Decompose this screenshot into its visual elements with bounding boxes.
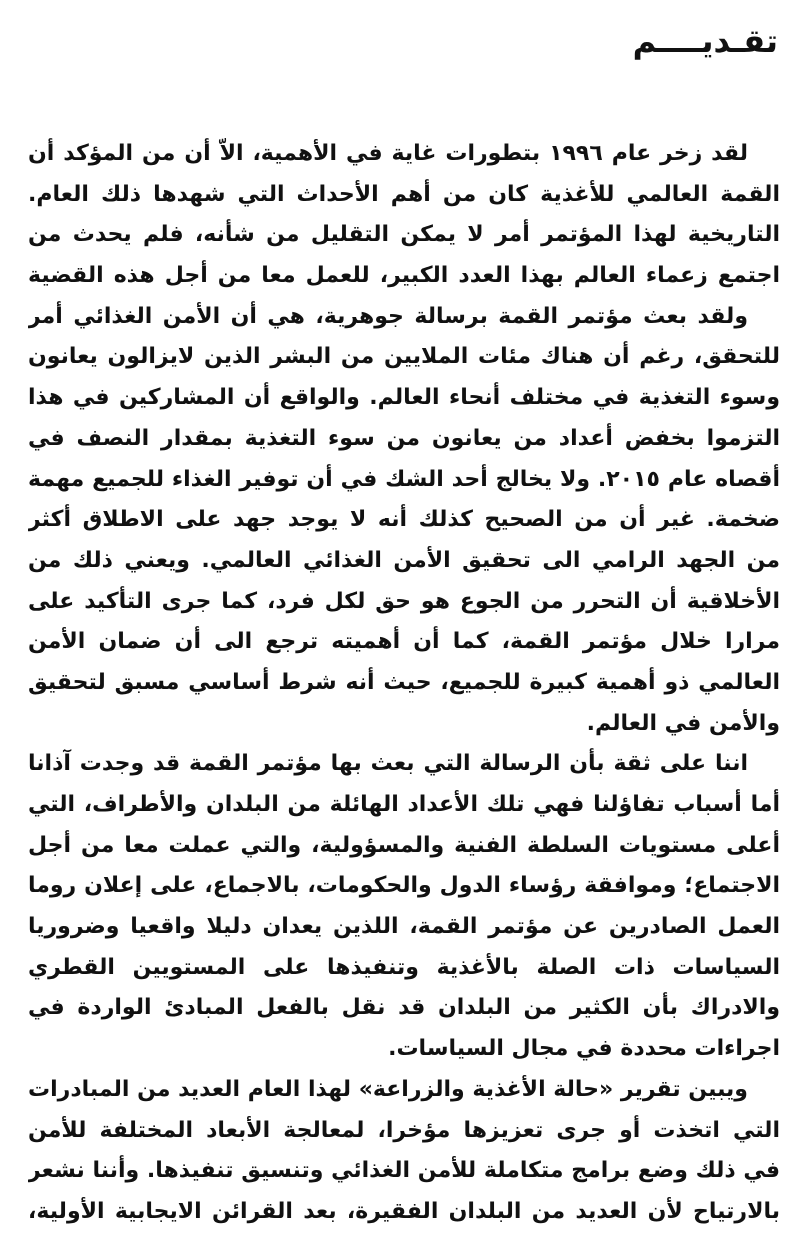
text-line: من الجهد الرامي الى تحقيق الأمن الغذائي العالمي. ويعني ذلك من bbox=[28, 547, 780, 573]
text-line: للتحقق، رغم أن هناك مئات الملايين من البشر الذين لايزالون يعانون bbox=[28, 344, 780, 370]
text-line: أما أسباب تفاؤلنا فهي تلك الأعداد الهائلة من البلدان والأطراف، التي bbox=[28, 792, 780, 817]
text-line: لقد زخر عام ١٩٩٦ بتطورات غاية في الأهمية، الاّ أن من المؤكد أن bbox=[28, 141, 748, 166]
paragraph bbox=[28, 744, 780, 785]
text-line: والأمن في العالم. bbox=[586, 710, 780, 736]
paragraph bbox=[28, 134, 780, 297]
text-line: في ذلك وضع برامج متكاملة للأمن الغذائي وتنسيق تنفيذها. وأننا نشعر bbox=[28, 1158, 780, 1184]
text-line: الأخلاقية أن التحرر من الجوع هو حق لكل فرد، كما جرى التأكيد على bbox=[28, 588, 780, 614]
text-line: الاجتماع؛ وموافقة رؤساء الدول والحكومات، بالاجماع، على إعلان روما bbox=[28, 873, 780, 899]
text-line: التي اتخذت أو جرى تعزيزها مؤخرا، لمعالجة الأبعاد المختلفة للأمن bbox=[28, 1117, 780, 1143]
body-text bbox=[28, 134, 780, 1233]
paragraph bbox=[28, 785, 780, 1070]
text-line: أعلى مستويات السلطة الفنية والمسؤولية، والتي عملت معا من أجل bbox=[28, 832, 780, 858]
text-line: اننا على ثقة بأن الرسالة التي بعث بها مؤتمر القمة قد وجدت آذانا bbox=[28, 751, 748, 777]
text-line: السياسات ذات الصلة بالأغذية وتنفيذها على المستويين القطري bbox=[28, 954, 780, 980]
page-title: تقـديــــم bbox=[632, 22, 778, 60]
text-line: اجراءات محددة في مجال السياسات. bbox=[388, 1036, 780, 1062]
paragraph bbox=[28, 297, 780, 745]
text-line: مرارا خلال مؤتمر القمة، كما أن أهميته ترجع الى أن ضمان الأمن bbox=[28, 629, 780, 655]
text-line: التزموا بخفض أعداد من يعانون من سوء التغذية بمقدار النصف في bbox=[28, 425, 780, 451]
text-line: اجتمع زعماء العالم بهذا العدد الكبير، للعمل معا من أجل هذه القضية bbox=[28, 263, 780, 289]
text-line: والادراك بأن الكثير من البلدان قد نقل بالفعل المبادئ الواردة في bbox=[28, 995, 780, 1021]
text-line: بالارتياح لأن العديد من البلدان الفقيرة، بعد القرائن الايجابية الأولية، bbox=[28, 1198, 780, 1224]
text-line: ولقد بعث مؤتمر القمة برسالة جوهرية، هي أن الأمن الغذائي أمر bbox=[28, 303, 748, 329]
text-line: ويبين تقرير «حالة الأغذية والزراعة» لهذا العام العديد من المبادرات bbox=[28, 1076, 748, 1102]
text-line: العالمي ذو أهمية كبيرة للجميع، حيث أنه شرط أساسي مسبق لتحقيق bbox=[28, 669, 780, 695]
paragraph bbox=[28, 1070, 780, 1233]
text-line: ضخمة. غير أن من الصحيح كذلك أنه لا يوجد جهد على الاطلاق أكثر bbox=[28, 507, 780, 533]
text-line: القمة العالمي للأغذية كان من أهم الأحداث التي شهدها ذلك العام. bbox=[28, 181, 780, 207]
text-line: التاريخية لهذا المؤتمر أمر لا يمكن التقليل من شأنه، فلم يحدث من bbox=[28, 222, 780, 248]
text-line: أقصاه عام ٢٠١٥. ولا يخالج أحد الشك في أن توفير الغذاء للجميع مهمة bbox=[28, 466, 780, 492]
text-line: العمل الصادرين عن مؤتمر القمة، اللذين يعدان دليلا واقعيا وضروريا bbox=[28, 914, 780, 940]
text-line: وسوء التغذية في مختلف أنحاء العالم. والواقع أن المشاركين في هذا bbox=[28, 385, 780, 411]
